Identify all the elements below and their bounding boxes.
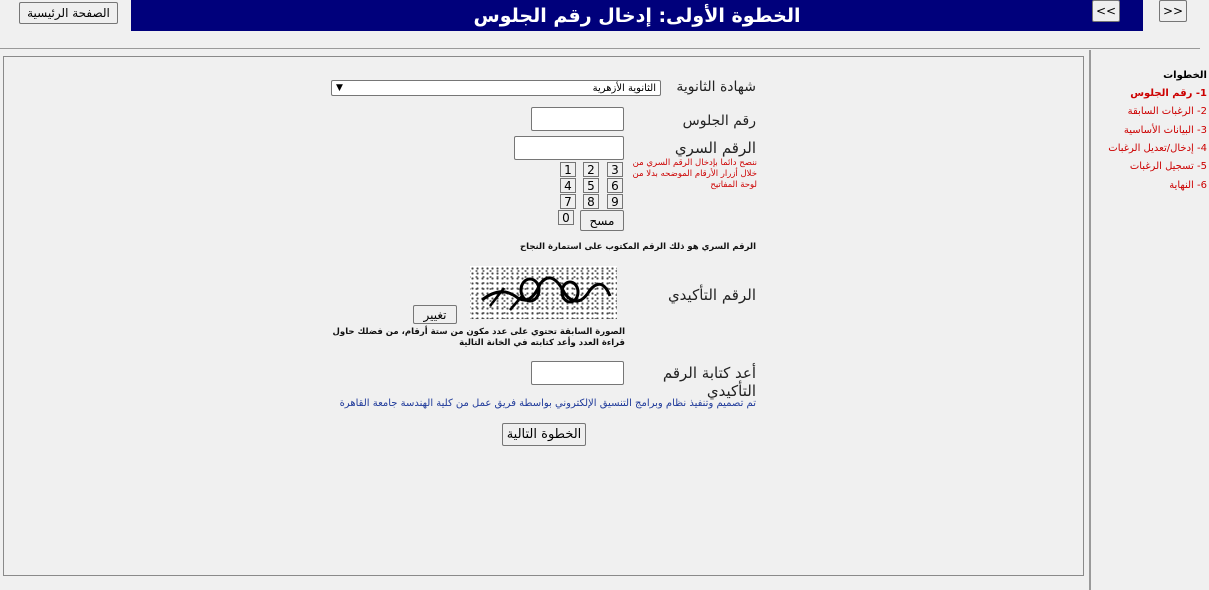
reconfirm-label: أعد كتابة الرقم التأكيدي — [662, 364, 756, 400]
secret-number-label: الرقم السري — [674, 139, 756, 157]
header-divider — [0, 48, 1200, 49]
seat-number-input[interactable] — [531, 107, 624, 131]
keypad-clear-button[interactable]: مسح — [580, 210, 624, 231]
keypad-key-2[interactable]: 2 — [583, 162, 599, 177]
confirm-number-label: الرقم التأكيدي — [667, 286, 756, 304]
keypad-key-4[interactable]: 4 — [560, 178, 576, 193]
sidebar-item-basic-data[interactable]: 3- البيانات الأساسية — [1123, 125, 1207, 136]
keypad-key-3[interactable]: 3 — [607, 162, 623, 177]
keypad-key-1[interactable]: 1 — [560, 162, 576, 177]
sidebar-item-register-wishes[interactable]: 5- تسجيل الرغبات — [1129, 161, 1207, 172]
steps-sidebar — [1089, 50, 1209, 590]
keypad-key-7[interactable]: 7 — [560, 194, 576, 209]
credits-text: تم تصميم وتنفيذ نظام وبرامج التنسيق الإلكتروني بواسطة فريق عمل من كلية الهندسة جامعة القاهرة — [339, 398, 756, 409]
keypad-key-5[interactable]: 5 — [583, 178, 599, 193]
reconfirm-input[interactable] — [531, 361, 624, 385]
chevron-down-icon: ▼ — [336, 83, 343, 93]
captcha-note: الصورة السابقة تحتوي على عدد مكون من ستة أرقام، من فضلك حاول قراءة العدد وأعد كتابته في الخانة التالية — [332, 327, 625, 348]
home-button[interactable]: الصفحة الرئيسية — [19, 2, 118, 24]
sidebar-item-seat-number[interactable]: 1- رقم الجلوس — [1130, 88, 1207, 99]
next-step-button[interactable]: الخطوة التالية — [502, 423, 586, 446]
certificate-selected-value: الثانوية الأزهرية — [592, 82, 656, 94]
certificate-label: شهادة الثانوية — [676, 79, 756, 95]
nav-forward-button[interactable]: >> — [1159, 0, 1187, 22]
certificate-select[interactable] — [331, 80, 661, 96]
page-title: الخطوة الأولى: إدخال رقم الجلوس — [131, 0, 1143, 31]
captcha-image — [470, 266, 617, 319]
sidebar-item-end[interactable]: 6- النهاية — [1169, 180, 1207, 191]
change-captcha-button[interactable]: تغيير — [413, 305, 457, 324]
secret-number-input[interactable] — [514, 136, 624, 160]
sidebar-item-previous-wishes[interactable]: 2- الرغبات السابقة — [1127, 106, 1207, 117]
secret-number-info: الرقم السري هو ذلك الرقم المكتوب على استمارة النجاح — [520, 242, 756, 252]
nav-back-button[interactable]: << — [1092, 0, 1120, 22]
keypad-key-0[interactable]: 0 — [558, 210, 574, 225]
seat-number-label: رقم الجلوس — [682, 113, 756, 129]
sidebar-item-edit-wishes[interactable]: 4- إدخال/تعديل الرغبات — [1108, 143, 1207, 154]
secret-number-note: ننصح دائما بإدخال الرقم السري من خلال أزرار الأرقام الموضحه بدلا من لوحة المفاتيح — [632, 158, 757, 190]
keypad-key-8[interactable]: 8 — [583, 194, 599, 209]
steps-title: الخطوات — [1163, 70, 1207, 81]
keypad-key-6[interactable]: 6 — [607, 178, 623, 193]
keypad-key-9[interactable]: 9 — [607, 194, 623, 209]
captcha-scribble-icon — [470, 266, 617, 319]
